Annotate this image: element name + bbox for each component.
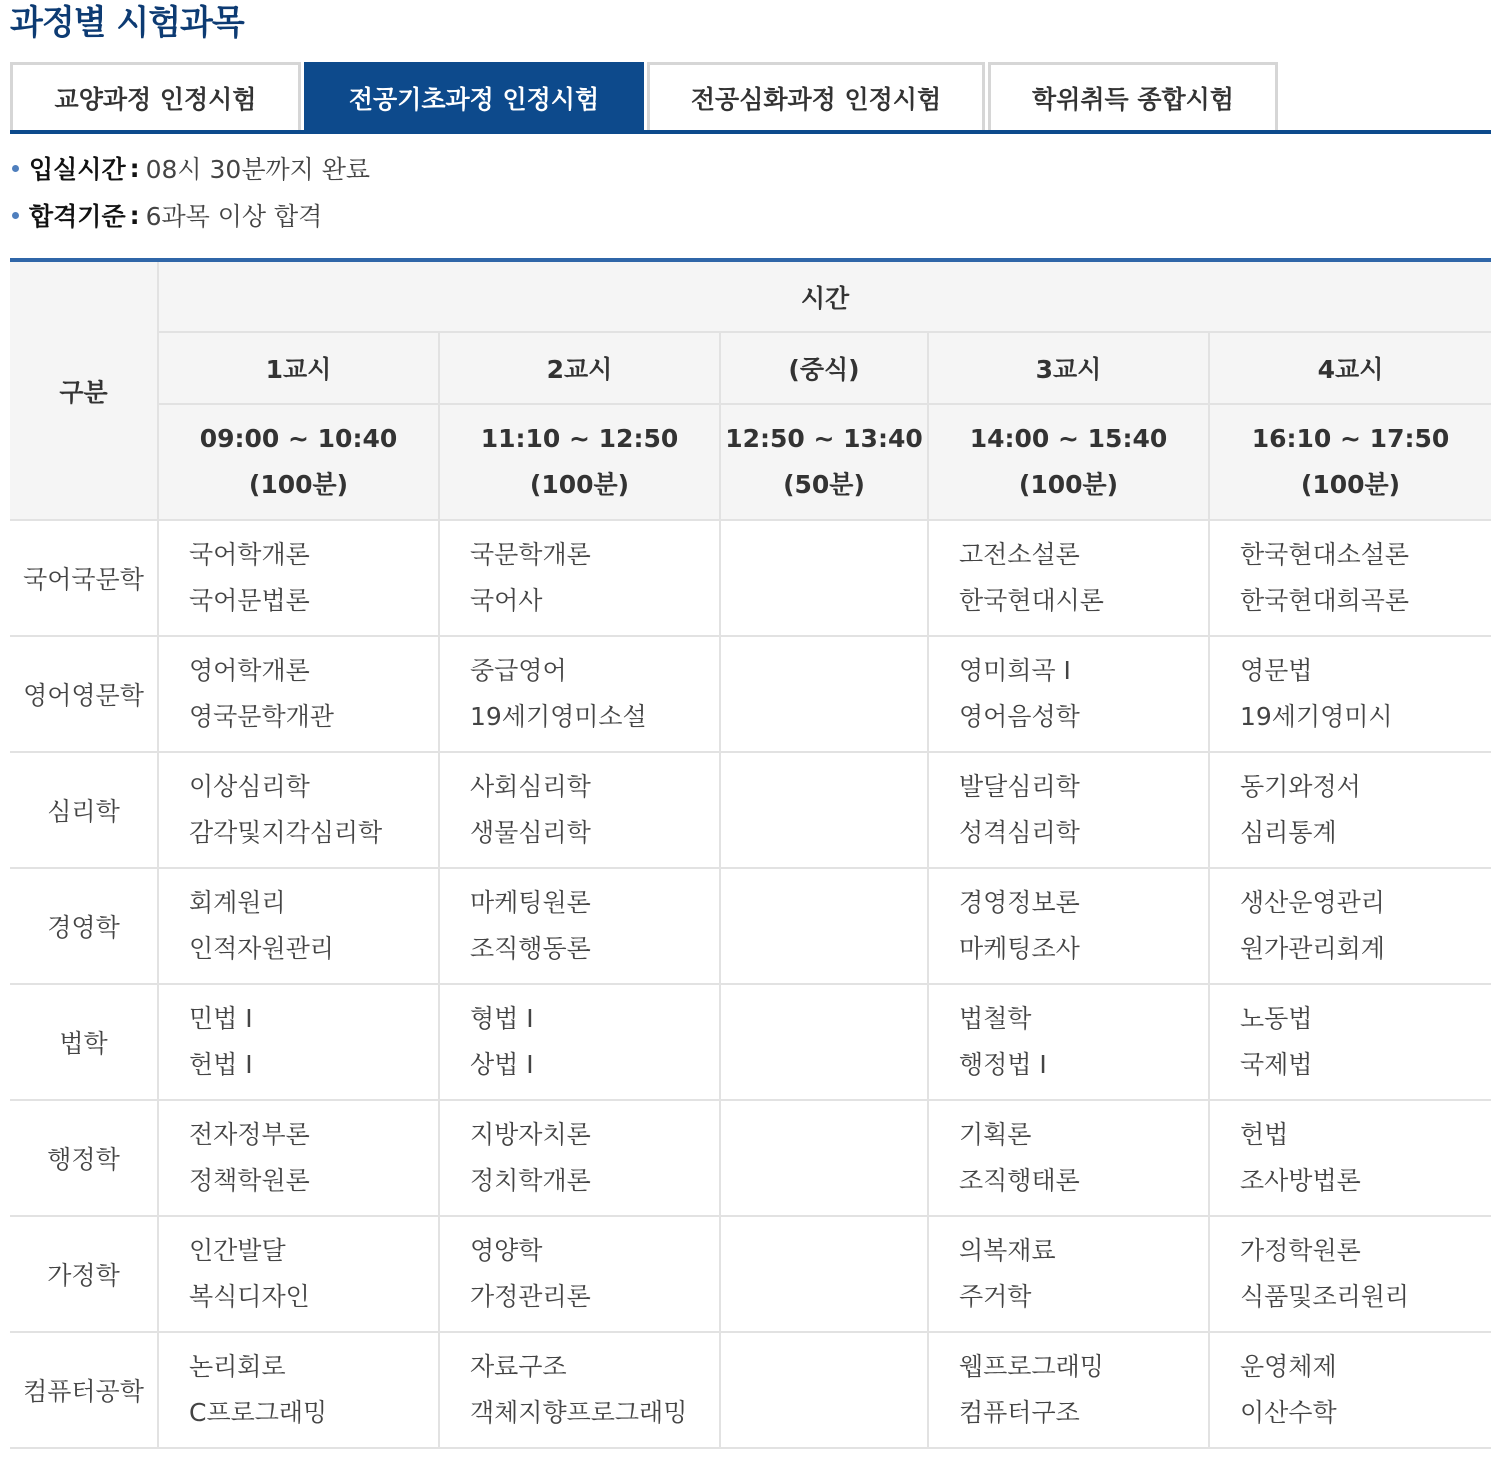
subject-cell: [928, 520, 1209, 636]
subject-name: 행정법 Ⅰ: [959, 1050, 1047, 1079]
lunch-cell: [720, 520, 928, 636]
subject-cell: [158, 636, 439, 752]
subject-cell: [158, 1216, 439, 1332]
lunch-cell: [720, 1216, 928, 1332]
subject-name: 감각및지각심리학: [189, 818, 383, 847]
category-cell: 법학: [10, 984, 158, 1100]
subject-name: 조직행동론: [470, 934, 591, 963]
subject-cell: [1209, 752, 1491, 868]
category-cell: 심리학: [10, 752, 158, 868]
subject-name: 영문법: [1240, 656, 1313, 685]
subject-name: 조사방법론: [1240, 1166, 1361, 1195]
page-title: 과정별 시험과목: [10, 3, 244, 43]
subject-name: 인적자원관리: [189, 934, 334, 963]
subject-name: 고전소설론: [959, 540, 1080, 569]
time-header: 시간: [158, 260, 1491, 332]
exam-course-tabs: [10, 62, 1491, 134]
category-cell: 컴퓨터공학: [10, 1332, 158, 1448]
subject-cell: [158, 520, 439, 636]
subject-name: 한국현대시론: [959, 586, 1104, 615]
subject-name: 사회심리학: [470, 772, 591, 801]
subject-name: 생물심리학: [470, 818, 591, 847]
table-row: [10, 1100, 1491, 1216]
table-row: [10, 984, 1491, 1100]
category-header: 구분: [10, 260, 158, 520]
period-time: [158, 404, 439, 520]
exam-schedule-table: [10, 258, 1491, 1449]
subject-cell: [1209, 868, 1491, 984]
table-row: [10, 520, 1491, 636]
subject-name: 국어문법론: [189, 586, 310, 615]
subject-name: 가정학원론: [1240, 1236, 1361, 1265]
bullet-icon: [12, 165, 19, 172]
subject-name: 의복재료: [959, 1236, 1056, 1265]
subject-cell: [158, 984, 439, 1100]
subject-name: 원가관리회계: [1240, 934, 1385, 963]
subject-name: 동기와정서: [1240, 772, 1361, 801]
subject-name: 생산운영관리: [1240, 888, 1385, 917]
subject-cell: [158, 1100, 439, 1216]
subject-name: 이상심리학: [189, 772, 310, 801]
category-cell: 행정학: [10, 1100, 158, 1216]
category-cell: 가정학: [10, 1216, 158, 1332]
subject-name: 회계원리: [189, 888, 286, 917]
info-label: 합격기준: [29, 202, 126, 231]
category-cell: 국어국문학: [10, 520, 158, 636]
subject-name: 객체지향프로그래밍: [470, 1398, 688, 1427]
subject-name: 전자정부론: [189, 1120, 310, 1149]
period-header: 1교시: [158, 332, 439, 404]
subject-name: 영어학개론: [189, 656, 310, 685]
subject-name: 영국문학개관: [189, 702, 334, 731]
subject-cell: [928, 1216, 1209, 1332]
subject-name: 한국현대소설론: [1240, 540, 1410, 569]
table-row: [10, 1332, 1491, 1448]
time-range: 09:00 ~ 10:40: [199, 424, 398, 453]
subject-cell: [439, 984, 720, 1100]
subject-name: 형법 Ⅰ: [470, 1004, 534, 1033]
subject-cell: [439, 1216, 720, 1332]
lunch-cell: [720, 636, 928, 752]
period-header: 3교시: [928, 332, 1209, 404]
subject-cell: [439, 752, 720, 868]
duration: (100분): [529, 470, 630, 499]
subject-name: 영어음성학: [959, 702, 1080, 731]
subject-name: 웹프로그래밍: [959, 1352, 1104, 1381]
subject-cell: [158, 868, 439, 984]
tab-major-foundation[interactable]: 전공기초과정 인정시험: [304, 62, 644, 130]
subject-name: 19세기영미시: [1240, 702, 1393, 731]
duration: (100분): [248, 470, 349, 499]
subject-name: 노동법: [1240, 1004, 1313, 1033]
subject-cell: [1209, 1100, 1491, 1216]
subject-name: 정치학개론: [470, 1166, 591, 1195]
subject-name: 영미희곡 Ⅰ: [959, 656, 1071, 685]
duration: (100분): [1300, 470, 1401, 499]
subject-name: 19세기영미소설: [470, 702, 647, 731]
subject-name: 중급영어: [470, 656, 567, 685]
category-cell: 영어영문학: [10, 636, 158, 752]
lunch-cell: [720, 868, 928, 984]
subject-name: 지방자치론: [470, 1120, 591, 1149]
subject-name: 영양학: [470, 1236, 543, 1265]
period-time: [439, 404, 720, 520]
subject-name: 민법 Ⅰ: [189, 1004, 253, 1033]
time-range: 16:10 ~ 17:50: [1251, 424, 1450, 453]
info-value: 6과목 이상 합격: [145, 202, 323, 231]
subject-cell: [439, 1100, 720, 1216]
subject-name: 한국현대희곡론: [1240, 586, 1410, 615]
subject-name: 국어사: [470, 586, 543, 615]
info-entry-time: [10, 148, 710, 188]
subject-cell: [439, 1332, 720, 1448]
subject-name: 발달심리학: [959, 772, 1080, 801]
subject-cell: [1209, 636, 1491, 752]
subject-cell: [928, 984, 1209, 1100]
subject-name: 마케팅원론: [470, 888, 591, 917]
subject-name: 국어학개론: [189, 540, 310, 569]
lunch-cell: [720, 1332, 928, 1448]
time-range: 12:50 ~ 13:40: [725, 424, 923, 453]
subject-name: 헌법 Ⅰ: [189, 1050, 253, 1079]
period-time: [928, 404, 1209, 520]
subject-cell: [439, 868, 720, 984]
subject-name: 인간발달: [189, 1236, 286, 1265]
info-label: 입실시간: [29, 155, 126, 184]
subject-name: 기획론: [959, 1120, 1032, 1149]
time-range: 11:10 ~ 12:50: [480, 424, 679, 453]
period-header: 4교시: [1209, 332, 1491, 404]
subject-name: 경영정보론: [959, 888, 1080, 917]
tab-general-education[interactable]: 교양과정 인정시험: [10, 62, 301, 130]
subject-cell: [158, 752, 439, 868]
period-time: [720, 404, 928, 520]
table-row: [10, 636, 1491, 752]
period-header: 2교시: [439, 332, 720, 404]
subject-cell: [928, 1100, 1209, 1216]
subject-cell: [1209, 1216, 1491, 1332]
subject-name: 복식디자인: [189, 1282, 310, 1311]
subject-name: 운영체제: [1240, 1352, 1337, 1381]
info-pass-criteria: [10, 195, 710, 235]
period-time: [1209, 404, 1491, 520]
subject-name: 주거학: [959, 1282, 1032, 1311]
subject-name: 가정관리론: [470, 1282, 591, 1311]
subject-name: 마케팅조사: [959, 934, 1080, 963]
table-row: [10, 868, 1491, 984]
info-colon: :: [129, 153, 140, 183]
subject-name: 조직행태론: [959, 1166, 1080, 1195]
duration: (100분): [1018, 470, 1119, 499]
bullet-icon: [12, 212, 19, 219]
subject-name: 이산수학: [1240, 1398, 1337, 1427]
duration: (50분): [783, 470, 865, 499]
subject-cell: [928, 636, 1209, 752]
subject-name: 성격심리학: [959, 818, 1080, 847]
subject-cell: [1209, 520, 1491, 636]
schedule-body: [10, 520, 1491, 1448]
subject-name: 식품및조리원리: [1240, 1282, 1410, 1311]
subject-cell: [928, 752, 1209, 868]
subject-name: 상법 Ⅰ: [470, 1050, 534, 1079]
lunch-cell: [720, 752, 928, 868]
lunch-cell: [720, 1100, 928, 1216]
subject-cell: [158, 1332, 439, 1448]
table-row: [10, 1216, 1491, 1332]
subject-name: 논리회로: [189, 1352, 286, 1381]
subject-name: 법철학: [959, 1004, 1032, 1033]
info-value: 08시 30분까지 완료: [145, 155, 371, 184]
subject-name: 정책학원론: [189, 1166, 310, 1195]
tab-major-advanced[interactable]: 전공심화과정 인정시험: [647, 62, 985, 130]
subject-name: 국제법: [1240, 1050, 1313, 1079]
subject-cell: [1209, 984, 1491, 1100]
subject-name: 컴퓨터구조: [959, 1398, 1080, 1427]
subject-cell: [439, 520, 720, 636]
info-colon: :: [129, 200, 140, 230]
subject-name: 헌법: [1240, 1120, 1289, 1149]
subject-name: 자료구조: [470, 1352, 567, 1381]
subject-cell: [1209, 1332, 1491, 1448]
category-cell: 경영학: [10, 868, 158, 984]
subject-name: 국문학개론: [470, 540, 591, 569]
lunch-cell: [720, 984, 928, 1100]
subject-cell: [928, 868, 1209, 984]
time-range: 14:00 ~ 15:40: [969, 424, 1168, 453]
subject-name: 심리통계: [1240, 818, 1337, 847]
subject-cell: [439, 636, 720, 752]
tab-degree-comprehensive[interactable]: 학위취득 종합시험: [988, 62, 1278, 130]
table-row: [10, 752, 1491, 868]
period-header: (중식): [720, 332, 928, 404]
subject-name: C프로그래밍: [189, 1398, 328, 1427]
subject-cell: [928, 1332, 1209, 1448]
